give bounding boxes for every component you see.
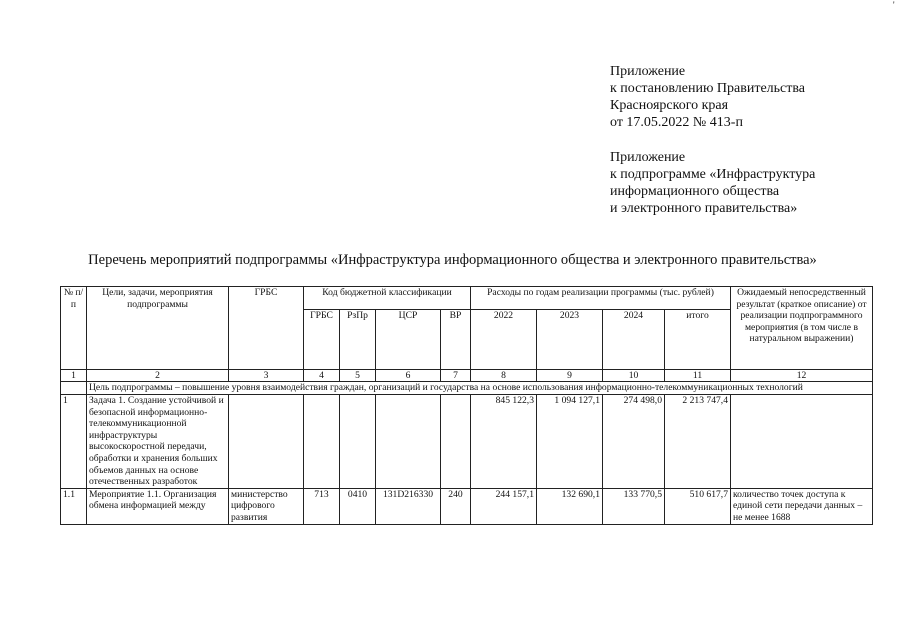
appendix-decree-block	[610, 63, 805, 131]
subheader-2022: 2022	[471, 310, 537, 370]
appendix-line: к подпрограмме «Инфраструктура	[610, 167, 816, 182]
header-budget-code: Код бюджетной классификации	[304, 287, 471, 310]
appendix-line: от 17.05.2022 № 413-п	[610, 115, 743, 130]
row-2023: 1 094 127,1	[537, 395, 603, 489]
subheader-total: итого	[665, 310, 731, 370]
row-num: 1	[61, 395, 87, 489]
row-num: 1.1	[61, 488, 87, 524]
header-grbs: ГРБС	[229, 287, 304, 370]
goal-text: Цель подпрограммы – повышение уровня взаимодействия граждан, организаций и государства на основе использования информационно-телекоммуникационных технологий	[87, 382, 873, 395]
subheader-csr: ЦСР	[376, 310, 441, 370]
corner-mark: '	[893, 0, 895, 10]
row-grbs-code: 713	[304, 488, 340, 524]
column-number: 10	[603, 370, 665, 382]
column-number: 6	[376, 370, 441, 382]
column-number: 2	[87, 370, 229, 382]
column-number: 3	[229, 370, 304, 382]
appendix-line: Приложение	[610, 64, 686, 79]
subheader-rzpr: РзПр	[340, 310, 376, 370]
row-2022: 244 157,1	[471, 488, 537, 524]
row-vr: 240	[441, 488, 471, 524]
subheader-grbs: ГРБС	[304, 310, 340, 370]
row-total: 510 617,7	[665, 488, 731, 524]
column-number: 11	[665, 370, 731, 382]
subheader-2024: 2024	[603, 310, 665, 370]
row-result	[731, 395, 873, 489]
header-num: № п/п	[61, 287, 87, 370]
goal-row	[61, 382, 873, 395]
appendix-line: Приложение	[610, 150, 686, 165]
appendix-line: к постановлению Правительства	[610, 81, 806, 96]
appendix-subprogram-block	[610, 149, 815, 217]
column-number: 4	[304, 370, 340, 382]
appendix-line: Красноярского края	[610, 98, 729, 113]
appendix-line: и электронного правительства»	[610, 201, 798, 216]
header-row	[61, 287, 873, 310]
measures-table	[60, 286, 873, 525]
row-name: Задача 1. Создание устойчивой и безопасной информационно-телекоммуникационной инфраструктуры высокоскоростной передачи, обработки и хранения больших объемов данных на основе отечественных разработок	[87, 395, 229, 489]
row-csr	[376, 395, 441, 489]
row-2024: 133 770,5	[603, 488, 665, 524]
row-vr	[441, 395, 471, 489]
subheader-2023: 2023	[537, 310, 603, 370]
goal-num-cell	[61, 382, 87, 395]
table-row	[61, 488, 873, 524]
table-row	[61, 395, 873, 489]
row-name: Мероприятие 1.1. Организация обмена информацией между	[87, 488, 229, 524]
subheader-vr: ВР	[441, 310, 471, 370]
appendix-line: информационного общества	[610, 184, 780, 199]
row-rzpr: 0410	[340, 488, 376, 524]
row-rzpr	[340, 395, 376, 489]
column-number: 7	[441, 370, 471, 382]
document-title: Перечень мероприятий подпрограммы «Инфраструктура информационного общества и электронного правительства»	[88, 252, 817, 268]
header-goals: Цели, задачи, мероприятия подпрограммы	[87, 287, 229, 370]
column-number-row	[61, 370, 873, 382]
column-number: 8	[471, 370, 537, 382]
row-2023: 132 690,1	[537, 488, 603, 524]
row-csr: 131D216330	[376, 488, 441, 524]
column-number: 9	[537, 370, 603, 382]
row-grbs: министерство цифрового развития	[229, 488, 304, 524]
row-result: количество точек доступа к единой сети передачи данных – не менее 1688	[731, 488, 873, 524]
column-number: 12	[731, 370, 873, 382]
column-number: 5	[340, 370, 376, 382]
row-grbs-code	[304, 395, 340, 489]
row-2024: 274 498,0	[603, 395, 665, 489]
row-grbs	[229, 395, 304, 489]
row-2022: 845 122,3	[471, 395, 537, 489]
header-result: Ожидаемый непосредственный результат (краткое описание) от реализации подпрограммного мероприятия (в том числе в натуральном выражении)	[731, 287, 873, 370]
column-number: 1	[61, 370, 87, 382]
header-expenses: Расходы по годам реализации программы (тыс. рублей)	[471, 287, 731, 310]
row-total: 2 213 747,4	[665, 395, 731, 489]
